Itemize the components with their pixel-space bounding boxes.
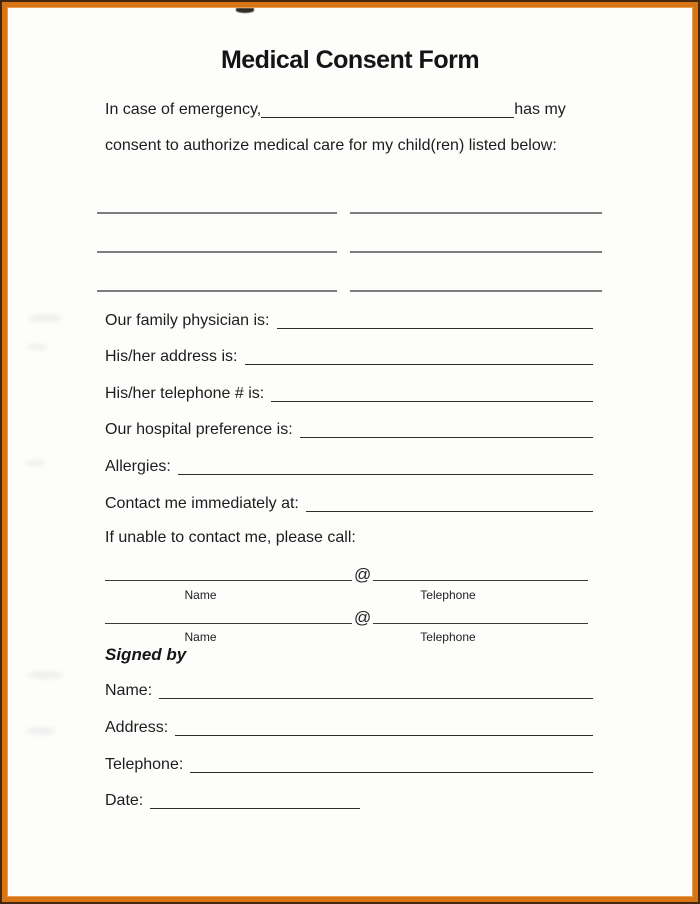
telephone-sub-label: Telephone xyxy=(420,588,476,602)
field-label: Contact me immediately at: xyxy=(105,495,299,512)
field-blank-line xyxy=(277,326,594,329)
field-physician-address xyxy=(105,345,593,366)
field-label: Our hospital preference is: xyxy=(105,421,293,438)
field-allergies xyxy=(105,455,593,476)
scan-smudge xyxy=(28,671,64,679)
field-label: Our family physician is: xyxy=(105,312,270,329)
name-sub-label: Name xyxy=(184,630,217,644)
signature-field-address xyxy=(105,716,593,737)
child-name-blank-line xyxy=(350,251,602,253)
field-blank-line xyxy=(300,435,593,438)
field-blank-line xyxy=(159,696,593,699)
at-symbol: @ xyxy=(354,608,372,627)
emergency-contact-row-2 xyxy=(105,603,588,627)
signature-field-name xyxy=(105,679,593,700)
field-blank-line xyxy=(178,472,593,475)
intro-line-1 xyxy=(105,100,566,120)
child-name-blank-line xyxy=(350,290,602,292)
field-family-physician xyxy=(105,309,593,330)
scan-smudge xyxy=(26,727,56,735)
field-blank-line xyxy=(150,806,360,809)
field-label: Address: xyxy=(105,719,169,736)
field-label: Name: xyxy=(105,682,153,699)
emergency-contact-row-1 xyxy=(105,560,588,584)
signed-by-heading: Signed by xyxy=(105,645,187,664)
field-hospital-preference xyxy=(105,418,593,439)
name-sub-label: Name xyxy=(184,588,217,602)
field-label: His/her address is: xyxy=(105,348,238,365)
intro-line-1-prefix: In case of emergency, xyxy=(105,101,262,118)
child-name-blank-line xyxy=(97,212,337,214)
contact-telephone-blank-line xyxy=(373,621,588,624)
scan-smudge xyxy=(26,344,48,350)
at-symbol: @ xyxy=(354,565,372,584)
field-blank-line xyxy=(306,509,593,512)
field-blank-line xyxy=(245,362,594,365)
emergency-contact-blank-line xyxy=(261,115,514,118)
signature-field-telephone xyxy=(105,753,593,774)
telephone-sub-label: Telephone xyxy=(420,630,476,644)
contact-telephone-blank-line xyxy=(373,578,588,581)
field-blank-line xyxy=(190,770,593,773)
medical-consent-form-sheet xyxy=(7,7,693,897)
field-blank-line xyxy=(175,733,593,736)
field-blank-line xyxy=(271,399,593,402)
page-frame-inner xyxy=(2,2,698,902)
field-label: His/her telephone # is: xyxy=(105,385,265,402)
contact-name-blank-line xyxy=(105,578,352,581)
intro-line-2: consent to authorize medical care for my child(ren) listed below: xyxy=(105,137,557,154)
child-name-blank-line xyxy=(97,251,337,253)
child-name-blank-line xyxy=(350,212,602,214)
field-label: Telephone: xyxy=(105,756,184,773)
scan-smudge xyxy=(25,460,45,466)
field-label: Date: xyxy=(105,792,144,809)
intro-line-1-suffix: has my xyxy=(514,101,566,118)
form-title: Medical Consent Form xyxy=(220,46,480,74)
child-name-blank-line xyxy=(97,290,337,292)
field-physician-telephone xyxy=(105,382,593,403)
contact-name-blank-line xyxy=(105,621,352,624)
signature-field-date xyxy=(105,789,593,810)
scan-artifact-blob xyxy=(236,8,254,13)
field-label: Allergies: xyxy=(105,458,171,475)
unable-to-contact-text: If unable to contact me, please call: xyxy=(105,529,356,546)
scan-smudge xyxy=(28,314,62,322)
field-contact-immediately xyxy=(105,492,593,513)
